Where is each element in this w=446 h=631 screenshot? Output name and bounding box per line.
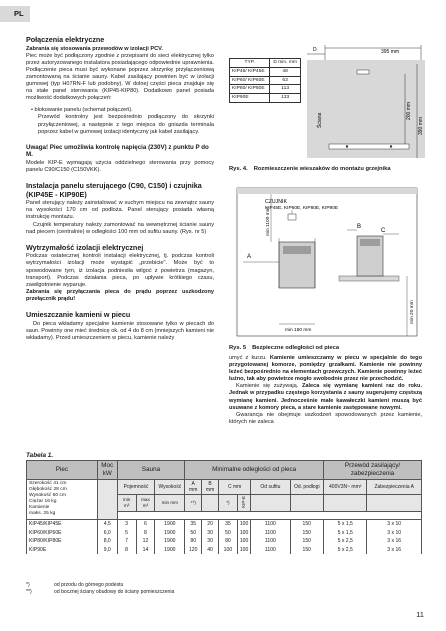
unit-height: min mm	[155, 495, 185, 512]
switch-warning: Zabrania się przyłączania pieca do prądu poprzez uszkodzony przełącznik prądu!	[26, 288, 214, 302]
a-cell: 120	[185, 546, 202, 555]
heater-spec-table	[26, 460, 422, 554]
spec-line: Głębokość 28 cm	[29, 486, 67, 492]
table-row	[27, 546, 422, 555]
warranty-note: Gwarancja nie obejmuje uszkodzeń spowodowanych przez kamienie, których nie zaleca	[229, 411, 422, 425]
b-cell: 20	[202, 520, 219, 529]
floor-cell: 150	[290, 529, 324, 538]
ceiling-cell: 1100	[251, 529, 290, 538]
d-cell: 63	[270, 76, 301, 85]
d-label: D	[313, 47, 317, 53]
label-a: A	[247, 254, 252, 260]
stone-text-continuation	[229, 355, 422, 383]
a-cell: 80	[185, 537, 202, 546]
stone-box-side	[360, 239, 380, 246]
stone-wear-note	[229, 383, 422, 411]
cable-cell: 5 x 1,5	[324, 529, 367, 538]
figure-safety-distances	[229, 184, 425, 342]
section-body: Podczas ostatecznej kontroli instalacji elektrycznej, tj. podczas kontroli wytrzymałości izolacji może wystąpić „przebicie". Może być to spowodowane tym, iż izolacja podniesiła wilgoć z powietrza (magazyn, transport). Podczas działania pieca, po upływie krótkiego czasu, zawilgotnienie wyparuje.	[26, 253, 214, 288]
header-sauna: Sauna	[117, 461, 185, 480]
caption-number: Rys. 5	[229, 345, 247, 351]
spec-line: Wysokość 60 cm	[29, 492, 66, 498]
units-blank	[324, 495, 367, 512]
page-number: 11	[416, 610, 424, 619]
section-title: Umieszczanie kamieni w piecu	[26, 310, 131, 319]
dim-bottom-label: 390 mm	[418, 116, 424, 135]
table-row	[27, 520, 422, 529]
footnote-mark: **)	[26, 588, 32, 595]
b-cell: 40	[202, 546, 219, 555]
section-body: Czujnik temperatury należy zamontować na wewnętrznej ścianie sauny nad piecem (centralnie) w odległości 100 mm od sufitu sauny. (Rys. nr 5)	[26, 221, 214, 235]
header-c: C mm	[219, 480, 251, 495]
c2-cell: 100	[237, 537, 251, 546]
height-cell: 1900	[155, 520, 185, 529]
max-vol-cell: 12	[136, 537, 155, 546]
bench	[339, 276, 399, 281]
ceiling-cell: 1100	[251, 537, 290, 546]
height-cell: 1900	[155, 529, 185, 538]
dim-1100-label: min 1100 mm	[266, 207, 271, 236]
d-cell: 48	[270, 67, 301, 76]
note-b-blank	[202, 495, 219, 512]
footnote-text: od przodu do górnego podestu	[54, 582, 124, 588]
section-electrical-connections	[26, 36, 214, 136]
units-blank	[251, 495, 290, 512]
footnote	[26, 589, 174, 596]
header-fuse: Zabezpieczenia A	[367, 480, 422, 495]
fuse-cell: 3 x 16	[367, 537, 422, 546]
stone-box	[283, 246, 311, 254]
spec-line: Szerokość 41 cm	[29, 481, 67, 486]
a-cell: 50	[185, 529, 202, 538]
power-cell: 6,0	[97, 529, 117, 538]
unit-max: max m³	[136, 495, 155, 512]
units-blank	[290, 495, 324, 512]
note-a: **)	[185, 495, 202, 512]
min-vol-cell: 8	[117, 546, 136, 555]
header-power-cable: Przewód zasilający/ zabezpieczenia	[324, 461, 422, 480]
safety-distance-diagram	[229, 184, 425, 342]
c-cell: 100	[219, 546, 238, 555]
footnote-mark: *)	[26, 582, 30, 588]
ceiling-cell: 1100	[251, 546, 290, 555]
power-cell: 4,5	[97, 520, 117, 529]
max-vol-cell: 8	[136, 529, 155, 538]
section-body: Piec może być podłączony zgodnie z przepisami do sieci elektrycznej tylko przez autoryzowanego instalatora posiadającego odpowiednie uprawnienia. Podłączenie pieca musi być wykonane poprzez skrzynkę przyłączeniową zamontowaną na ścianie sauny. Kabel zasilający powinien być w izolacji gumowej (typ H07RN-F lub podobny). W dolnej części pieca znajduje się na stałe panel sterowania (KIP45-KIP80). Dodatkowo panel posiada możliwość dodatkowych połączeń:	[26, 52, 214, 102]
section-body: Panel sterujący należy zainstalować w suchym miejscu na zewnątrz sauny na wysokości 170 cm od podłoża. Panel sterujący posiada własną instrukcję montażu.	[26, 200, 214, 221]
section-stone-placement	[26, 311, 214, 342]
floor-cell: 150	[290, 520, 324, 529]
table-row	[27, 529, 422, 538]
min-vol-cell: 5	[117, 529, 136, 538]
header-cable-spec: 400V3N~ mm²	[324, 480, 367, 495]
d-cell: 133	[270, 94, 301, 103]
caption-number: Rys. 4.	[229, 166, 248, 172]
screw-hole	[390, 145, 392, 147]
continuation-start: umyć z kurzu.	[229, 355, 267, 361]
min-vol-cell: 7	[117, 537, 136, 546]
caption-text: Rozmieszczenie wieszaków do montażu grzejnika	[253, 166, 391, 172]
caption-text: Bezpieczne odległości od pieca	[252, 345, 340, 351]
right-column	[229, 355, 422, 426]
section-title: Wytrzymałość izolacji elektrycznej	[26, 242, 144, 252]
header-volume: Pojemność	[117, 480, 155, 495]
model-cell: KIP90E	[27, 546, 98, 555]
header-row-1	[27, 461, 422, 480]
footnote-text: od bocznej ściany obudowy do ściany pomieszczenia	[54, 588, 175, 595]
cable-cell: 5 x 1,5	[324, 520, 367, 529]
d-cell: 113	[270, 85, 301, 94]
typ-cell: KIP90E	[230, 94, 270, 103]
power-cell: 9,0	[97, 546, 117, 555]
section-voltage-note	[26, 144, 214, 174]
cable-cell: 5 x 2,5	[324, 537, 367, 546]
c2-cell: 100	[237, 529, 251, 538]
upper-bracket	[357, 70, 369, 74]
c2-cell: 100	[237, 546, 251, 555]
c-cell: 35	[219, 520, 238, 529]
floor-cell: 150	[290, 537, 324, 546]
header-from-floor: Od. podłogi	[290, 480, 324, 495]
figure-4-caption	[229, 166, 425, 173]
floor-cell: 150	[290, 546, 324, 555]
bullet-description: Przewód kontrolny jest bezpośrednio podłączony do skrzynki przyłączeniowej, a następnie z tego miejsca do gniazda terminala poprzez kabel w gumowej izolacji identyczny jak kabel zasilający.	[38, 114, 214, 135]
max-vol-cell: 6	[136, 520, 155, 529]
stone-replacement-rule: Zaleca się wymianę kamieni raz do roku. Jednak w przypadku częstego korzystania z sauny sugerujemy częstszą wymianę kamieni. Jednocześnie małe kawałeczki kamieni muszą być usuwane z komory pieca, a stare kamienie zastępowane nowymi.	[229, 383, 423, 411]
dim-150-label: min 150 mm	[285, 328, 312, 333]
figure-5-caption	[229, 345, 425, 352]
height-cell: 1900	[155, 546, 185, 555]
header-min-distance: Minimalne odległości od pieca	[185, 461, 324, 480]
table-footnotes	[26, 582, 174, 595]
header-typ: TYP.	[230, 59, 270, 68]
wear-lead: Kamienie się zużywają.	[236, 383, 299, 390]
label-c: C	[381, 228, 386, 234]
section-body: Modele KIP-E wymagają użycia oddzielnego sterowania przy pomocy panelu C90/C150 (C150VKK).	[26, 159, 214, 173]
power-cell: 8,0	[97, 537, 117, 546]
table-title: Tabela 1.	[26, 452, 54, 459]
stone-placement-rule: Kamienie umieszczamy w piecu w specjalnie do tego przygotowanej komorze, pomiędzy grzałkami. Kamienie nie powinny leżeć bezpośrednio na elementach grzewczych. Kamienie powinny leżeć luźno, tak aby powietrze mogło swobodnie przez nie przechodzić.	[229, 355, 422, 383]
height-cell: 1900	[155, 537, 185, 546]
ceiling-cell: 1100	[251, 520, 290, 529]
power-cell-blank	[97, 480, 117, 520]
spec-line: maks. 25 kg	[29, 510, 56, 516]
sensor-models: KIP45E, KIP60E, KIP80E, KIP90E	[265, 206, 339, 211]
header-piec: Piec	[27, 461, 98, 480]
b-cell: 30	[202, 529, 219, 538]
screw-hole	[346, 145, 348, 147]
ceiling	[237, 188, 417, 194]
fuse-cell: 3 x 10	[367, 529, 422, 538]
section-title: Instalacja panelu sterującego (C90, C150) i czujnika (KIP45E - KIP90E)	[26, 181, 202, 199]
left-column	[26, 36, 214, 350]
footnote	[26, 582, 174, 589]
header-b: B mm	[202, 480, 219, 495]
section-control-panel-installation	[26, 182, 214, 236]
section-insulation-strength	[26, 244, 214, 303]
c-cell: 50	[219, 529, 238, 538]
bracket-diagram	[229, 40, 425, 164]
figure-bracket-placement	[229, 40, 425, 172]
fuse-cell: 3 x 10	[367, 520, 422, 529]
bullet-item: • blokowanie panelu (schemat połączeń).	[31, 107, 133, 114]
c-cell: 80	[219, 537, 238, 546]
spec-line: Ciężar 16 kg	[29, 498, 57, 504]
spacer	[117, 512, 421, 520]
label-b: B	[357, 224, 362, 230]
c2-cell: 100	[237, 520, 251, 529]
a-cell: 35	[185, 520, 202, 529]
model-cell: KIP60/KIP60E	[27, 529, 98, 538]
unit-min: min m³	[117, 495, 136, 512]
typ-cell: KIP45/ KIP45E	[230, 67, 270, 76]
dim-top-label: 395 mm	[381, 49, 400, 55]
language-tab: PL	[0, 6, 30, 22]
cable-cell: 5 x 2,5	[324, 546, 367, 555]
section-title: Połączenia elektryczne	[26, 35, 105, 44]
heater-specifications	[27, 480, 98, 520]
wall-label: Ściana	[317, 112, 323, 128]
model-cell: KIP80/KIP80E	[27, 537, 98, 546]
header-row-2	[27, 480, 422, 495]
header-height: Wysokość	[155, 480, 185, 495]
section-title: Uwaga! Piec umożliwia kontrolę napięcia (230V) z punktu P do M.	[26, 143, 209, 159]
kip-e-label: KIP-E	[237, 495, 251, 512]
header-moc: Moc kW	[97, 461, 117, 480]
min-vol-cell: 3	[117, 520, 136, 529]
header-from-ceiling: Od sufitu	[251, 480, 290, 495]
fuse-cell: 3 x 16	[367, 546, 422, 555]
section-body: Do pieca wkładamy specjalne kamienie stosowane tylko w piecach do saun. Powinny one mieć średnicę ok. od 4 do 8 cm (mniejszych kamieni nie wkładamy). Przed umieszczeniem w piecu, kamienie należy	[26, 320, 214, 341]
max-vol-cell: 14	[136, 546, 155, 555]
header-a: A mm	[185, 480, 202, 495]
table-row	[27, 537, 422, 546]
dim-20-label: min 20 mm	[410, 300, 415, 324]
sensor-shape	[288, 214, 296, 220]
typ-cell: KIP80/ KIP80E	[230, 85, 270, 94]
header-d-min: D min. mm	[270, 59, 301, 68]
lower-bracket	[329, 144, 409, 149]
model-cell: KIP45/KIP45E	[27, 520, 98, 529]
b-cell: 30	[202, 537, 219, 546]
units-blank	[367, 495, 422, 512]
sensor-label: CZUJNIK	[265, 199, 287, 205]
typ-cell: KIP60/ KIP60E	[230, 76, 270, 85]
pvc-warning: Zabrania się stosowania przewodów w izolacji PCV.	[26, 45, 163, 52]
spec-line: Kamienie	[29, 504, 50, 510]
note-c: *)	[219, 495, 238, 512]
dim-mid-label: 200 mm	[406, 101, 412, 120]
